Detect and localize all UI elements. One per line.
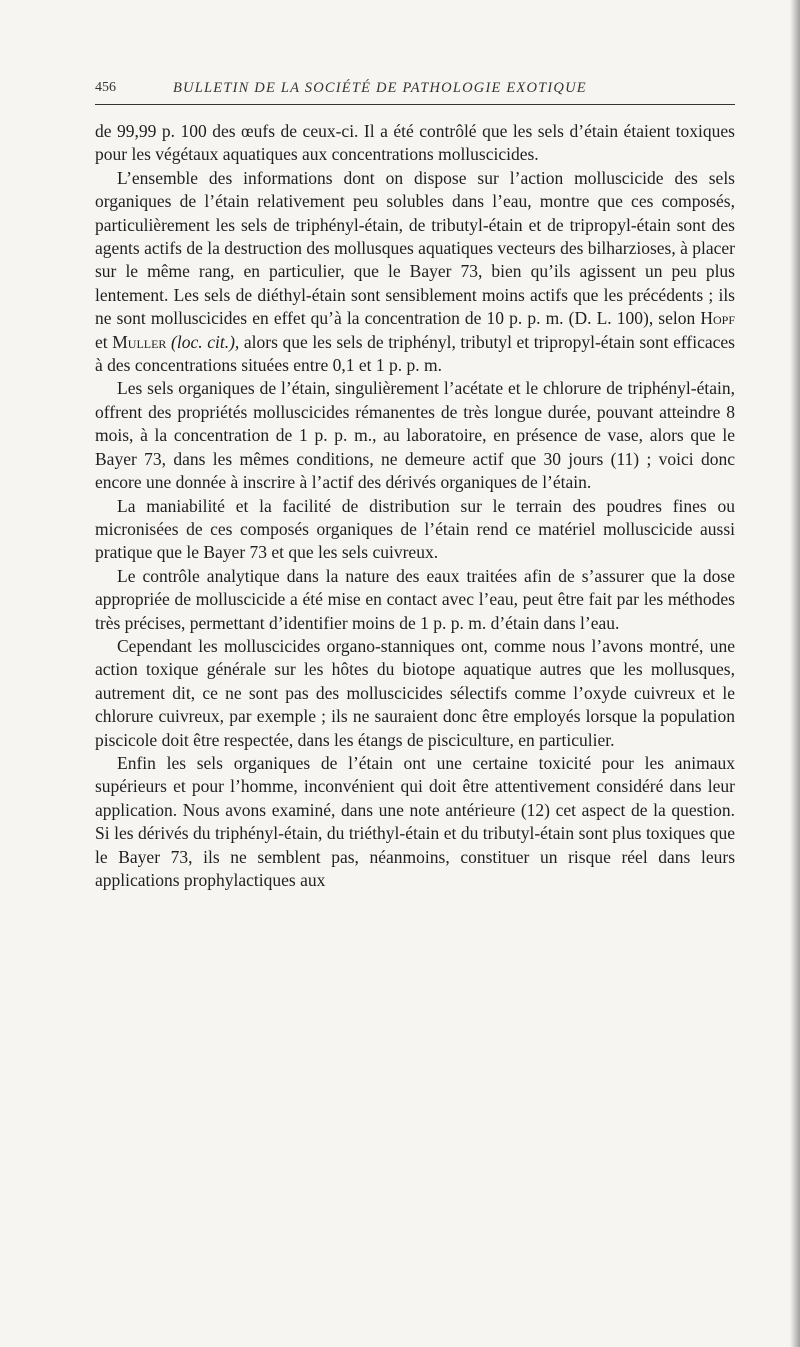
paragraph-6: Cependant les molluscicides organo-stanniques ont, comme nous l’avons montré, une action toxique générale sur les hôtes du biotope aquatique autres que les mollusques, autrement dit, ce ne sont pas des molluscicides sélectifs comme l’oxyde cuivreux et le chlorure cuivreux, par exemple ; ils ne sauraient donc être employés lorsque la population piscicole doit être respectée, dans les étangs de pisciculture, en particulier. [95,635,735,750]
running-title: BULLETIN DE LA SOCIÉTÉ DE PATHOLOGIE EXOTIQUE [173,80,587,96]
body-text [95,120,735,892]
paragraph-2-text-end: alors que les sels de triphényl, tributyl et tripropyl-étain sont efficaces à des concentrations situées entre 0,1 et 1 p. p. m. [95,331,735,376]
author-hopf: Hopf [700,308,735,329]
page-edge-shadow [790,0,800,1347]
page-header [95,78,735,105]
citation-loc-cit: (loc. cit.), [166,331,240,352]
page-number: 456 [95,80,116,95]
paragraph-2-text: L’ensemble des informations dont on dispose sur l’action molluscicide des sels organiques de l’étain relativement peu solubles dans l’eau, montre que ces composés, particulièrement les sels de triphényl-étain, de tributyl-étain et de tripropyl-étain sont des agents actifs de la destruction des mollusques aquatiques vecteurs des bilharzioses, à placer sur le même rang, en particulier, que le Bayer 73, bien qu’ils agissent un peu plus lentement. Les sels de diéthyl-étain sont sensiblement moins actifs que les précédents ; ils ne sont molluscicides en effet qu’à la concentration de 10 p. p. m. (D. L. 100), selon [95,167,735,329]
paragraph-2 [95,167,735,378]
paragraph-7: Enfin les sels organiques de l’étain ont une certaine toxicité pour les animaux supérieurs et pour l’homme, inconvénient qui doit être attentivement considéré dans leur application. Nous avons examiné, dans une note antérieure (12) cet aspect de la question. Si les dérivés du triphényl-étain, du triéthyl-étain et du tributyl-étain sont plus toxiques que le Bayer 73, ils ne semblent pas, néanmoins, constituer un risque réel dans leurs applications prophylactiques aux [95,752,735,890]
and-word: et [95,331,113,352]
paragraph-3: Les sels organiques de l’étain, singulièrement l’acétate et le chlorure de triphényl-étain, offrent des propriétés molluscicides rémanentes de très longue durée, pouvant atteindre 8 mois, à la concentration de 1 p. p. m., au laboratoire, en présence de vase, alors que le Bayer 73, dans les mêmes conditions, ne demeure actif que 30 jours (11) ; voici donc encore une donnée à inscrire à l’actif des dérivés organiques de l’étain. [95,378,735,493]
author-muller: Muller [112,331,167,352]
paragraph-1: de 99,99 p. 100 des œufs de ceux-ci. Il a été contrôlé que les sels d’étain étaient toxiques pour les végétaux aquatiques aux concentrations molluscicides. [95,121,735,165]
paragraph-5: Le contrôle analytique dans la nature des eaux traitées afin de s’assurer que la dose appropriée de molluscicide a été mise en contact avec l’eau, peut être fait par les méthodes très précises, permettant d’identifier moins de 1 p. p. m. d’étain dans l’eau. [95,565,735,633]
paragraph-4: La maniabilité et la facilité de distribution sur le terrain des poudres fines ou micronisées de ces composés organiques de l’étain rend ce matériel molluscicide aussi pratique que le Bayer 73 et que les sels cuivreux. [95,495,735,563]
